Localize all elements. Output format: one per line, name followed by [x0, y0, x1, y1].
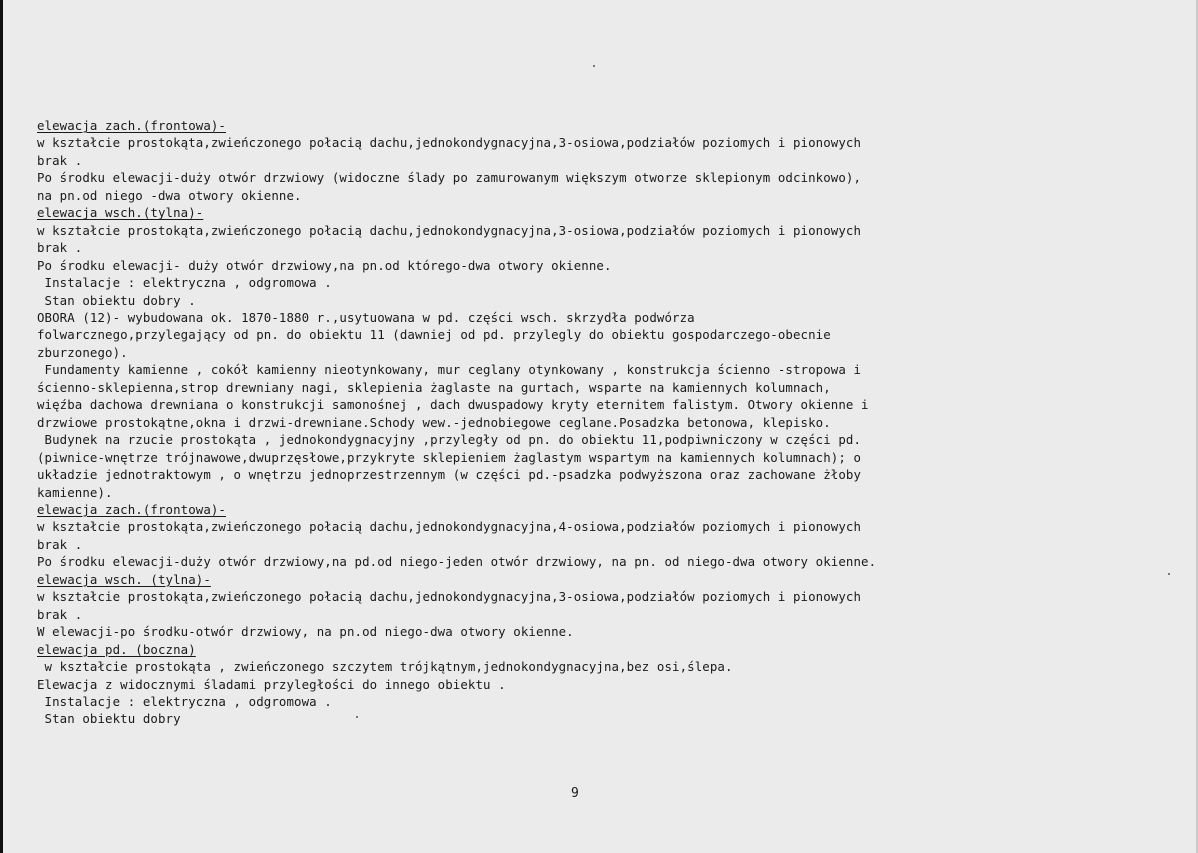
- text-line: Budynek na rzucie prostokąta , jednokondygnacyjny ,przyległy od pn. do obiektu 11,podpiwniczony w części pd.: [37, 432, 862, 448]
- section-heading: elewacja zach.(frontowa)-: [37, 501, 226, 517]
- scan-speck: [1168, 573, 1170, 575]
- text-line: folwarcznego,przylegający od pn. do obiektu 11 (dawniej od pd. przylegly do obiektu gospodarczego-obecnie: [37, 327, 831, 343]
- text-line: na pn.od niego -dwa otwory okienne.: [37, 187, 302, 203]
- text-line: Instalacje : elektryczna , odgromowa .: [37, 275, 332, 291]
- section-heading: elewacja wsch. (tylna)-: [37, 571, 211, 587]
- text-line: zburzonego).: [37, 344, 128, 360]
- text-line: Po środku elewacji-duży otwór drzwiowy,na pd.od niego-jeden otwór drzwiowy, na pn. od niego-dwa otwory okienne.: [37, 554, 877, 570]
- scan-speck: [593, 65, 595, 67]
- text-line: Po środku elewacji-duży otwór drzwiowy (widoczne ślady po zamurowanym większym otworze sklepionym odcinkowo),: [37, 170, 862, 186]
- text-line: Fundamenty kamienne , cokół kamienny nieotynkowany, mur ceglany otynkowany , konstrukcja ścienno -stropowa i: [37, 362, 862, 378]
- section-heading: elewacja wsch.(tylna)-: [37, 205, 204, 221]
- text-line: układzie jednotraktowym , o wnętrzu jednoprzestrzennym (w części pd.-psadzka podwyższona oraz zachowane żłoby: [37, 467, 862, 483]
- text-line: Stan obiektu dobry: [37, 711, 181, 727]
- text-line: Elewacja z widocznymi śladami przyległości do innego obiektu .: [37, 676, 506, 692]
- text-line: OBORA (12)- wybudowana ok. 1870-1880 r.,usytuowana w pd. części wsch. skrzydła podwórza: [37, 309, 695, 325]
- text-line: brak .: [37, 152, 83, 168]
- text-line: w kształcie prostokąta,zwieńczonego połacią dachu,jednokondygnacyjna,3-osiowa,podziałów poziomych i pionowych: [37, 222, 862, 238]
- text-line: w kształcie prostokąta,zwieńczonego połacią dachu,jednokondygnacyjna,4-osiowa,podziałów poziomych i pionowych: [37, 519, 862, 535]
- scan-speck: [356, 716, 358, 718]
- text-line: Stan obiektu dobry .: [37, 292, 196, 308]
- text-line: drzwiowe prostokątne,okna i drzwi-drewniane.Schody wew.-jednobiegowe ceglane.Posadzka betonowa, klepisko.: [37, 414, 831, 430]
- text-line: w kształcie prostokąta,zwieńczonego połacią dachu,jednokondygnacyjna,3-osiowa,podziałów poziomych i pionowych: [37, 135, 862, 151]
- text-line: w kształcie prostokąta,zwieńczonego połacią dachu,jednokondygnacyjna,3-osiowa,podziałów poziomych i pionowych: [37, 589, 862, 605]
- text-line: ścienno-sklepienna,strop drewniany nagi, sklepienia żaglaste na gurtach, wsparte na kamiennych kolumnach,: [37, 379, 831, 395]
- text-line: kamienne).: [37, 484, 113, 500]
- text-line: brak .: [37, 536, 83, 552]
- text-line: (piwnice-wnętrze trójnawowe,dwuprzęsłowe,przykryte sklepieniem żaglastym wspartym na kamiennych kolumnach); o: [37, 449, 862, 465]
- text-line: W elewacji-po środku-otwór drzwiowy, na pn.od niego-dwa otwory okienne.: [37, 624, 574, 640]
- text-line: więźba dachowa drewniana o konstrukcji samonośnej , dach dwuspadowy kryty eternitem falistym. Otwory okienne i: [37, 397, 869, 413]
- page-number: 9: [571, 786, 579, 801]
- document-text: [37, 117, 1147, 728]
- text-line: brak .: [37, 240, 83, 256]
- text-line: Instalacje : elektryczna , odgromowa .: [37, 693, 332, 709]
- section-heading: elewacja pd. (boczna): [37, 641, 196, 657]
- text-line: brak .: [37, 606, 83, 622]
- section-heading: elewacja zach.(frontowa)-: [37, 118, 226, 133]
- text-line: w kształcie prostokąta , zwieńczonego szczytem trójkątnym,jednokondygnacyjna,bez osi,ślepa.: [37, 659, 733, 675]
- text-line: Po środku elewacji- duży otwór drzwiowy,na pn.od którego-dwa otwory okienne.: [37, 257, 612, 273]
